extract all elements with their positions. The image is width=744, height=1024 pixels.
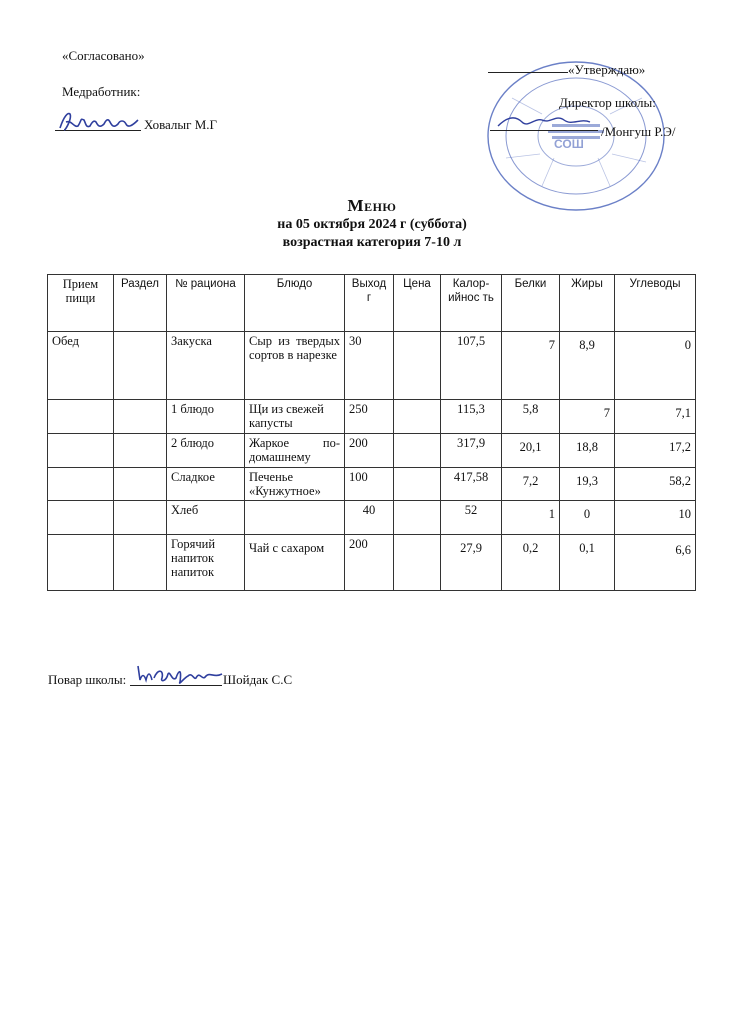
col-header-dish: Блюдо [245,275,345,332]
cell-yield: 40 [345,501,394,535]
cell-fat: 0,1 [560,535,615,591]
cell-carbs: 10 [615,501,696,535]
cell-fat: 18,8 [560,434,615,468]
agreed-label: «Согласовано» [62,48,145,63]
cell-yield: 250 [345,400,394,434]
col-header-fat: Жиры [560,275,615,332]
table-header-row [48,275,696,332]
col-header-yield: Выход г [345,275,394,332]
cell-kcal: 317,9 [441,434,502,468]
menu-date: на 05 октября 2024 г (суббота) [277,217,467,232]
menu-table [47,274,696,591]
cell-meal [48,434,114,468]
table-row [48,535,696,591]
cell-ration: Сладкое [167,468,245,501]
cell-ration: Горячий напиток напиток [167,535,245,591]
cell-carbs: 0 [615,332,696,400]
cell-carbs: 17,2 [615,434,696,468]
cell-carbs: 7,1 [615,400,696,434]
cell-yield: 200 [345,535,394,591]
cell-section [114,332,167,400]
cell-price [394,400,441,434]
cook-signature [134,660,226,688]
cell-ration: 1 блюдо [167,400,245,434]
cell-ration: Закуска [167,332,245,400]
cell-yield: 200 [345,434,394,468]
cell-dish: Сыр из твердых сортов в нарезке [245,332,345,400]
cell-dish: Печенье «Кунжутное» [245,468,345,501]
cook-label: Повар школы: [48,672,127,687]
director-label: Директор школы: [559,95,656,110]
cell-carbs: 6,6 [615,535,696,591]
col-header-ration: № рациона [167,275,245,332]
director-signature [494,110,594,134]
cook-name: Шойдак С.С [223,672,293,687]
cell-carbs: 58,2 [615,468,696,501]
cell-dish: Жаркое по-домашнему [245,434,345,468]
cell-yield: 100 [345,468,394,501]
approve-label: «Утверждаю» [568,62,646,77]
cell-fat: 7 [560,400,615,434]
cell-section [114,535,167,591]
cell-meal [48,468,114,501]
cell-fat: 8,9 [560,332,615,400]
cell-dish [245,501,345,535]
cell-protein: 0,2 [502,535,560,591]
col-header-section: Раздел [114,275,167,332]
cell-fat: 0 [560,501,615,535]
col-header-protein: Белки [502,275,560,332]
cell-kcal: 107,5 [441,332,502,400]
cell-section [114,434,167,468]
table-row [48,501,696,535]
col-header-carbs: Углеводы [615,275,696,332]
cell-kcal: 417,58 [441,468,502,501]
stamp-text: СОШ [554,137,584,151]
cell-section [114,468,167,501]
cell-protein: 7 [502,332,560,400]
cell-protein: 5,8 [502,400,560,434]
cell-ration: 2 блюдо [167,434,245,468]
medic-name: Ховалыг М.Г [144,117,218,132]
page-title: Меню [347,196,397,215]
cell-yield: 30 [345,332,394,400]
cell-kcal: 27,9 [441,535,502,591]
cell-section [114,400,167,434]
approve-underline [488,72,568,73]
table-row [48,468,696,501]
col-header-price: Цена [394,275,441,332]
cell-price [394,332,441,400]
table-row [48,400,696,434]
cell-price [394,535,441,591]
medic-signature [56,108,142,134]
table-row [48,434,696,468]
cell-kcal: 115,3 [441,400,502,434]
cell-price [394,501,441,535]
cell-kcal: 52 [441,501,502,535]
cell-section [114,501,167,535]
cell-meal [48,400,114,434]
cell-meal [48,535,114,591]
table-row [48,332,696,400]
col-header-kcal: Калор-ийнос ть [441,275,502,332]
cell-protein: 20,1 [502,434,560,468]
col-header-meal: Прием пищи [48,275,114,332]
cell-meal: Обед [48,332,114,400]
cell-protein: 1 [502,501,560,535]
cell-protein: 7,2 [502,468,560,501]
cell-meal [48,501,114,535]
cell-price [394,434,441,468]
medic-label: Медработник: [62,84,141,99]
age-category: возрастная категория 7-10 л [282,235,462,250]
cell-ration: Хлеб [167,501,245,535]
cell-dish: Чай с сахаром [245,535,345,591]
cell-fat: 19,3 [560,468,615,501]
cell-price [394,468,441,501]
director-name: /Монгуш Р.Э/ [601,124,676,139]
cell-dish: Щи из свежей капусты [245,400,345,434]
